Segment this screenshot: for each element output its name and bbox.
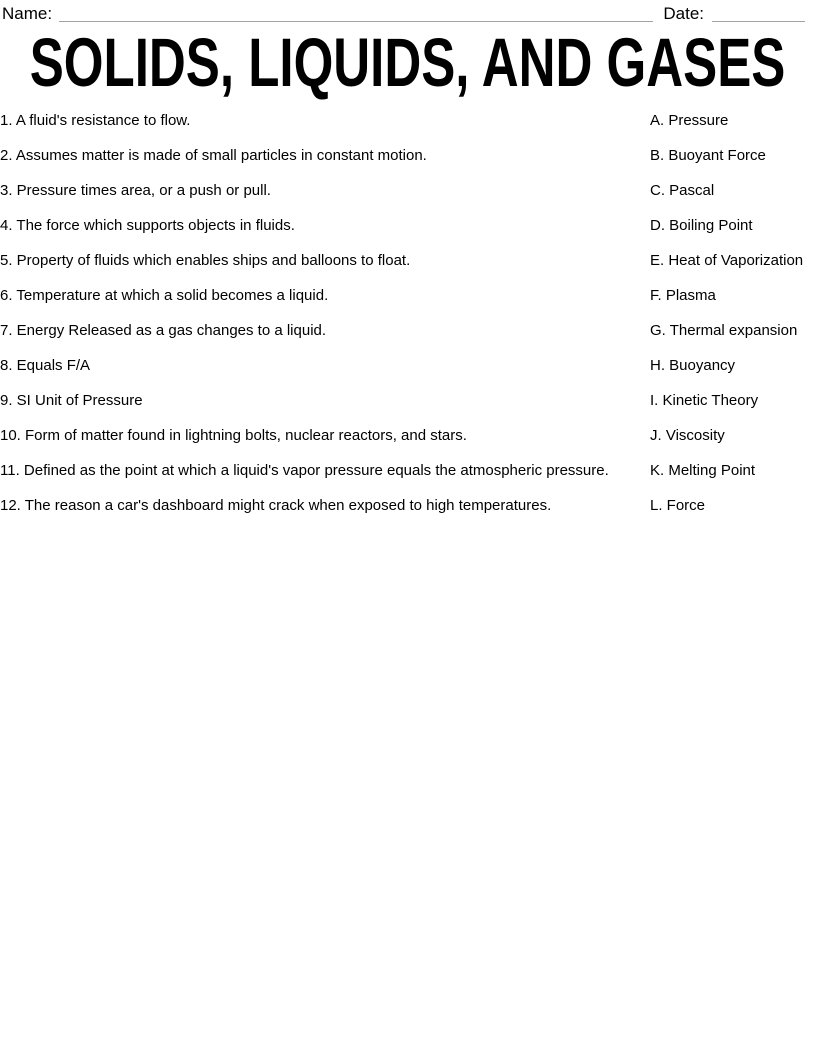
header (0, 0, 816, 24)
answer-option: E. Heat of Vaporization (650, 252, 804, 269)
question-text: 2. Assumes matter is made of small particles in constant motion. (0, 147, 427, 164)
answer-option: F. Plasma (650, 287, 716, 304)
question-text: 12. The reason a car's dashboard might crack when exposed to high temperatures. (0, 497, 552, 514)
matching-row (0, 180, 816, 202)
matching-row (0, 215, 816, 237)
date-line (712, 5, 805, 22)
answer-option: J. Viscosity (650, 427, 725, 444)
answer-option: B. Buoyant Force (650, 147, 766, 164)
answer-option: I. Kinetic Theory (650, 392, 759, 409)
matching-section (0, 110, 816, 517)
matching-row (0, 145, 816, 167)
question-text: 7. Energy Released as a gas changes to a liquid. (0, 322, 327, 339)
matching-row (0, 285, 816, 307)
question-text: 11. Defined as the point at which a liquid's vapor pressure equals the atmospheric pressure. (0, 462, 609, 479)
name-label: Name: (2, 4, 53, 23)
title-container (0, 24, 816, 101)
answer-option: A. Pressure (650, 112, 729, 129)
answer-option: C. Pascal (650, 182, 715, 199)
question-text: 6. Temperature at which a solid becomes a liquid. (0, 287, 329, 304)
question-text: 3. Pressure times area, or a push or pull. (0, 182, 271, 199)
worksheet-title: SOLIDS, LIQUIDS, AND GASES (30, 24, 786, 101)
matching-row (0, 250, 816, 272)
name-line (59, 5, 653, 22)
question-text: 10. Form of matter found in lightning bolts, nuclear reactors, and stars. (0, 427, 467, 444)
answer-option: D. Boiling Point (650, 217, 753, 234)
question-text: 5. Property of fluids which enables ships and balloons to float. (0, 252, 411, 269)
answer-option: G. Thermal expansion (650, 322, 798, 339)
question-text: 9. SI Unit of Pressure (0, 392, 143, 409)
answer-option: K. Melting Point (650, 462, 756, 479)
answer-option: H. Buoyancy (650, 357, 736, 374)
matching-row (0, 425, 816, 447)
matching-row (0, 355, 816, 377)
matching-row (0, 320, 816, 342)
matching-row (0, 110, 816, 132)
question-text: 1. A fluid's resistance to flow. (0, 112, 191, 129)
matching-row (0, 460, 816, 482)
date-label: Date: (663, 4, 704, 23)
matching-row (0, 495, 816, 517)
answer-option: L. Force (650, 497, 706, 514)
matching-row (0, 390, 816, 412)
question-text: 4. The force which supports objects in fluids. (0, 217, 295, 234)
question-text: 8. Equals F/A (0, 357, 91, 374)
